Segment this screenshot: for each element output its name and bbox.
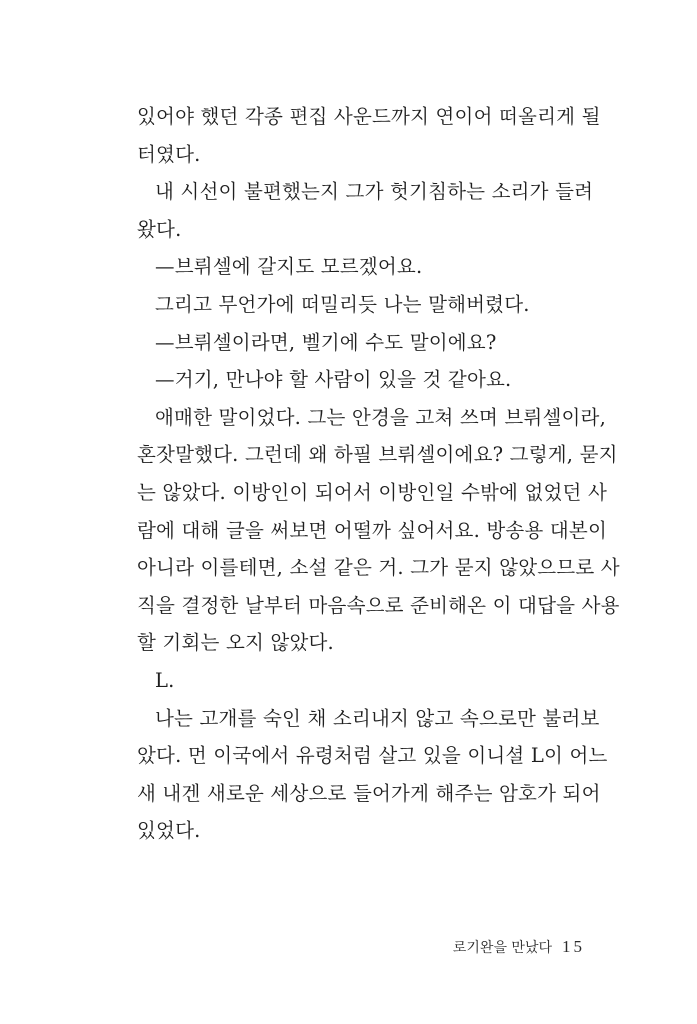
page-number: 15	[562, 937, 585, 956]
dialogue-line: —거기, 만나야 할 사람이 있을 것 같아요.	[155, 368, 512, 392]
text-line: 는 않았다. 이방인이 되어서 이방인일 수밖에 없었던 사	[137, 480, 608, 504]
page-footer	[420, 937, 585, 957]
text-line: 왔다.	[137, 217, 182, 241]
text-line: 새 내겐 새로운 세상으로 들어가게 해주는 암호가 되어	[137, 781, 601, 805]
text-line: 할 기회는 오지 않았다.	[137, 631, 334, 655]
dialogue-line: —브뤼셀에 갈지도 모르겠어요.	[155, 255, 423, 279]
text-line: 터였다.	[137, 142, 201, 166]
text-line: 있었다.	[137, 819, 201, 843]
text-line: 람에 대해 글을 써보면 어떨까 싶어서요. 방송용 대본이	[137, 518, 608, 542]
text-line: L.	[155, 668, 175, 692]
text-line: 내 시선이 불편했는지 그가 헛기침하는 소리가 들려	[155, 180, 594, 204]
text-line: 직을 결정한 날부터 마음속으로 준비해온 이 대답을 사용	[137, 593, 620, 617]
dialogue-line: —브뤼셀이라면, 벨기에 수도 말이에요?	[155, 330, 497, 354]
text-line: 나는 고개를 숙인 채 소리내지 않고 속으로만 불러보	[155, 706, 600, 730]
page-body	[137, 98, 620, 850]
text-line: 애매한 말이었다. 그는 안경을 고쳐 쓰며 브뤼셀이라,	[155, 405, 606, 429]
running-title: 로기완을 만났다	[452, 940, 552, 956]
text-line: 혼잣말했다. 그런데 왜 하필 브뤼셀이에요? 그렇게, 묻지	[137, 443, 618, 467]
text-line: 았다. 먼 이국에서 유령처럼 살고 있을 이니셜 L이 어느	[137, 744, 608, 768]
text-line: 있어야 했던 각종 편집 사운드까지 연이어 떠올리게 될	[137, 105, 601, 128]
text-line: 아니라 이를테면, 소설 같은 거. 그가 묻지 않았으므로 사	[137, 556, 620, 580]
text-line: 그리고 무언가에 떠밀리듯 나는 말해버렸다.	[155, 292, 530, 316]
